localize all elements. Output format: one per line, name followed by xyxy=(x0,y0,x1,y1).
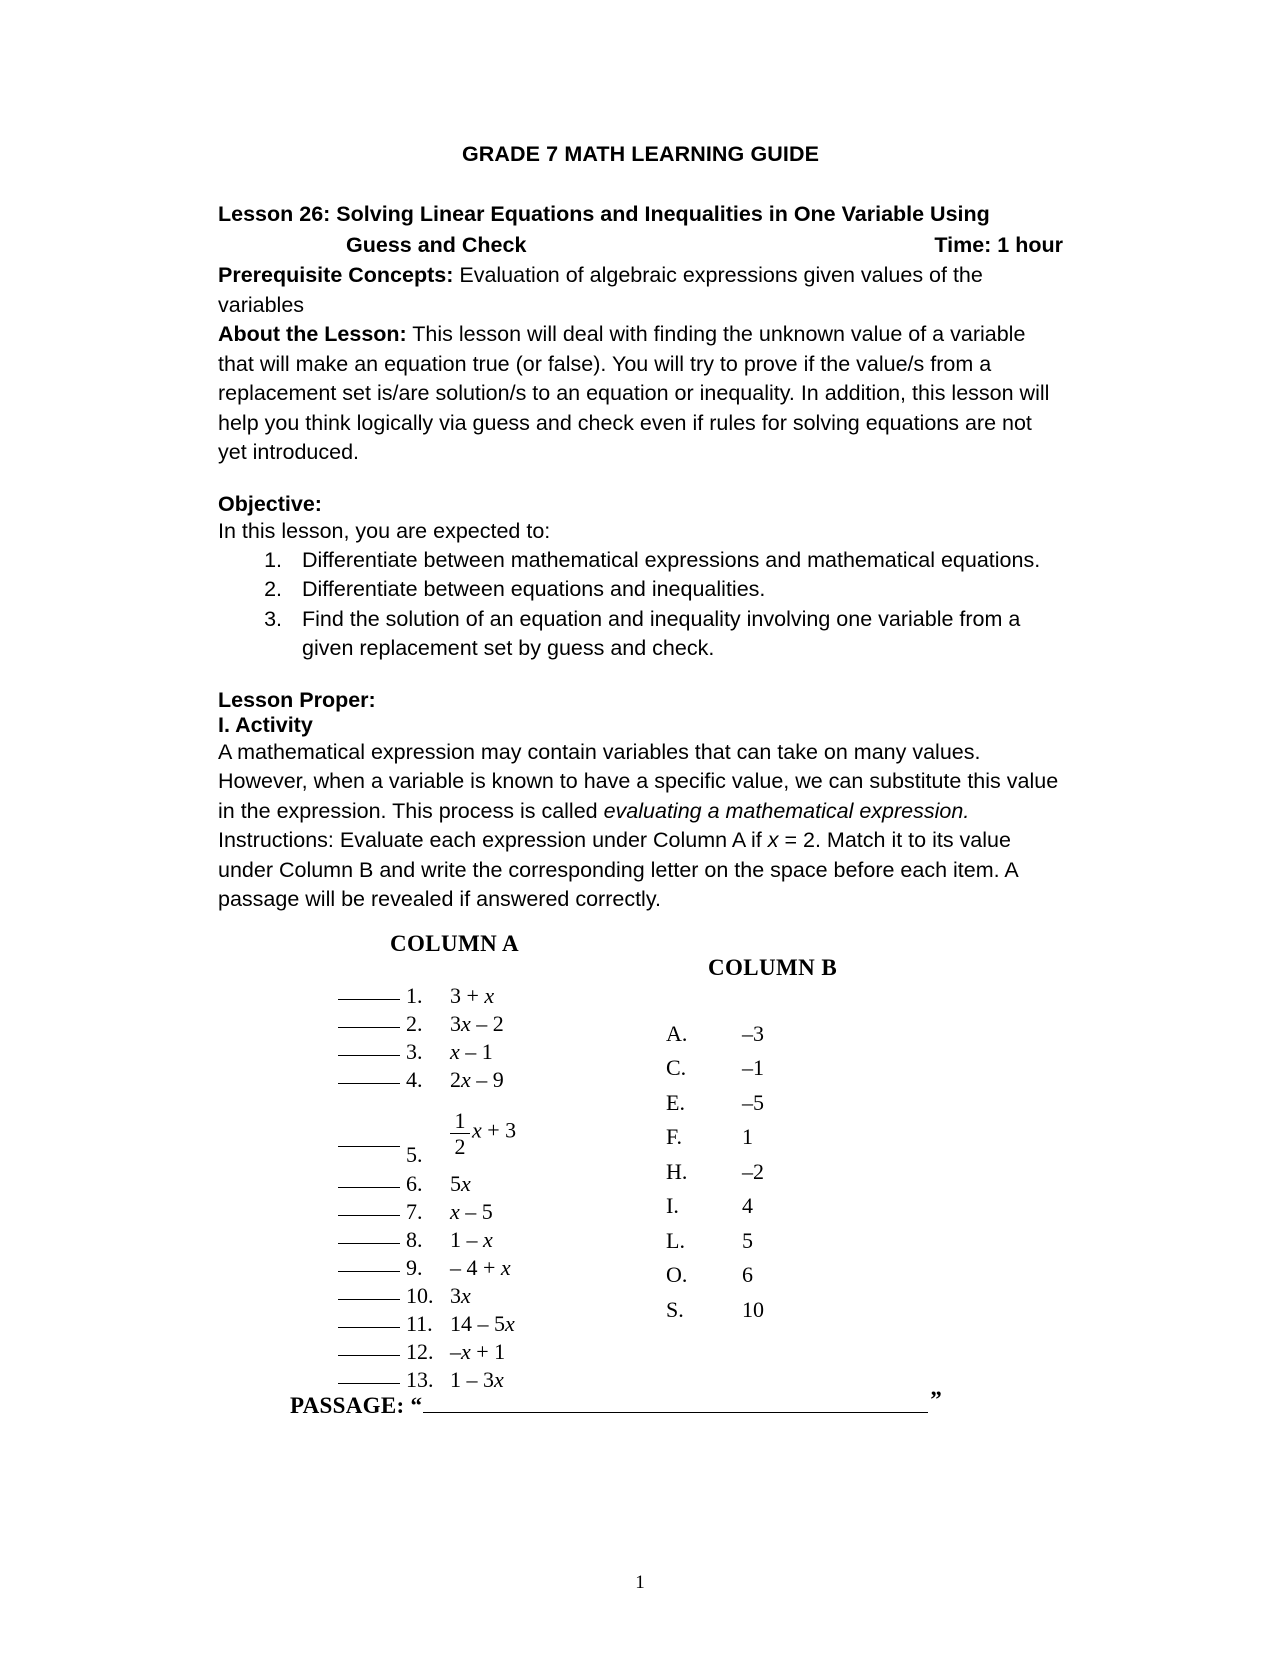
item-expression xyxy=(450,1108,516,1157)
column-b-item xyxy=(666,1124,764,1159)
answer-blank[interactable] xyxy=(338,1243,400,1244)
item-expression: x – 5 xyxy=(450,1198,493,1224)
item-expression: 5x xyxy=(450,1170,471,1196)
item-expression: 3x xyxy=(450,1282,471,1308)
item-number: 12. xyxy=(406,1338,434,1364)
answer-blank[interactable] xyxy=(338,1027,400,1028)
column-a-item xyxy=(338,1095,516,1171)
answer-blank[interactable] xyxy=(338,1355,400,1356)
item-number: 9. xyxy=(406,1254,423,1280)
item-expression: 2x – 9 xyxy=(450,1066,504,1092)
item-number: 3. xyxy=(406,1038,423,1064)
column-a-item xyxy=(338,1227,516,1255)
item-expression: – 4 + x xyxy=(450,1254,511,1280)
option-value: –5 xyxy=(742,1089,764,1115)
option-letter: S. xyxy=(666,1296,684,1322)
column-b-item xyxy=(666,1159,764,1194)
prerequisite-text: Evaluation of algebraic expressions given values of the variables xyxy=(218,263,983,317)
instructions-text-2: = 2. Match it to its value under Column B and write the corresponding letter on the space before each item. A passage will be revealed if answered correctly. xyxy=(218,828,1018,912)
column-b-item xyxy=(666,1090,764,1125)
option-letter: A. xyxy=(666,1020,688,1046)
document-title: GRADE 7 MATH LEARNING GUIDE xyxy=(461,142,820,166)
prerequisite-label: Prerequisite Concepts: xyxy=(218,263,454,288)
answer-blank[interactable] xyxy=(338,1083,400,1084)
about-paragraph xyxy=(218,320,1063,467)
item-number: 8. xyxy=(406,1226,423,1252)
activity-paragraph-italic: evaluating a mathematical expression. xyxy=(603,798,970,823)
answer-blank[interactable] xyxy=(338,1327,400,1328)
instructions-variable: x xyxy=(767,828,779,853)
lesson-heading xyxy=(218,199,1063,261)
activity-heading: I. Activity xyxy=(218,712,313,737)
about-text: This lesson will deal with finding the unknown value of a variable that will make an equation true (or false). You will try to prove if the value/s from a replacement set is/are solution/s to an equation or inequality. In addition, this lesson will help you think logically via guess and check even if rules for solving equations are not yet introduced. xyxy=(218,322,1050,465)
answer-blank[interactable] xyxy=(338,1146,400,1147)
column-a-item xyxy=(338,1199,516,1227)
lesson-heading-line1: Lesson 26: Solving Linear Equations and Inequalities in One Variable Using xyxy=(218,202,990,226)
document-body xyxy=(218,0,1063,1419)
column-b-item xyxy=(666,1055,764,1090)
column-a-item xyxy=(338,983,516,1011)
option-letter: I. xyxy=(666,1193,679,1218)
column-a-item xyxy=(338,1171,516,1199)
column-b-item xyxy=(666,1297,764,1332)
objective-heading: Objective: xyxy=(218,491,322,516)
option-letter: E. xyxy=(666,1089,685,1115)
column-b-item xyxy=(666,1228,764,1263)
option-letter: C. xyxy=(666,1055,687,1080)
column-b-item xyxy=(666,1193,764,1228)
option-value: 10 xyxy=(742,1296,764,1322)
item-number: 5. xyxy=(406,1141,423,1167)
column-b-item xyxy=(666,1262,764,1297)
fraction-numerator: 1 xyxy=(454,1107,466,1133)
lesson-proper-heading: Lesson Proper: xyxy=(218,687,376,712)
column-a-item xyxy=(338,1011,516,1039)
passage-answer-blank[interactable] xyxy=(423,1394,928,1413)
passage-label: PASSAGE: “ xyxy=(290,1392,423,1418)
column-a-list xyxy=(338,983,516,1395)
item-expression: 1 – 3x xyxy=(450,1366,504,1392)
option-letter: H. xyxy=(666,1158,688,1184)
fraction-denominator: 2 xyxy=(454,1134,466,1159)
fraction xyxy=(450,1109,470,1158)
activity-paragraph-text: A mathematical expression may contain variables that can take on many values. However, when a variable is known to have a specific value, we can substitute this value in the expression. This process is called xyxy=(218,739,1059,823)
option-value: 6 xyxy=(742,1262,753,1287)
column-a-item xyxy=(338,1311,516,1339)
objective-list xyxy=(218,546,1063,664)
item-number: 10. xyxy=(406,1282,434,1308)
item-expression: x – 1 xyxy=(450,1038,493,1064)
answer-blank[interactable] xyxy=(338,1055,400,1056)
item-expression: 14 – 5x xyxy=(450,1310,515,1336)
objective-item: 1. Differentiate between mathematical expressions and mathematical equations. xyxy=(288,546,1063,575)
option-value: –2 xyxy=(742,1158,764,1184)
option-value: –3 xyxy=(742,1020,764,1046)
option-letter: O. xyxy=(666,1262,688,1287)
item-expression: 3 + x xyxy=(450,982,495,1008)
answer-blank[interactable] xyxy=(338,1215,400,1216)
activity-paragraph xyxy=(218,738,1063,826)
objective-item: 3. Find the solution of an equation and inequality involving one variable from a given replacement set by guess and check. xyxy=(288,605,1063,664)
column-a-item xyxy=(338,1339,516,1367)
item-expression: 1 – x xyxy=(450,1226,493,1252)
item-number: 6. xyxy=(406,1170,423,1196)
answer-blank[interactable] xyxy=(338,1383,400,1384)
column-a-item xyxy=(338,1283,516,1311)
item-number: 1. xyxy=(406,982,423,1008)
option-value: 4 xyxy=(742,1193,753,1218)
column-b-list xyxy=(666,1021,764,1332)
option-letter: F. xyxy=(666,1124,682,1149)
lesson-time: Time: 1 hour xyxy=(934,233,1063,258)
item-number: 11. xyxy=(406,1310,433,1336)
item-number: 4. xyxy=(406,1066,423,1092)
column-b-item xyxy=(666,1021,764,1056)
about-label: About the Lesson: xyxy=(218,322,407,347)
column-a-item xyxy=(338,1039,516,1067)
answer-blank[interactable] xyxy=(338,999,400,1000)
lesson-heading-line2-row xyxy=(218,230,1063,261)
column-a-header: COLUMN A xyxy=(390,930,520,956)
option-value: –1 xyxy=(742,1055,764,1080)
objective-intro: In this lesson, you are expected to: xyxy=(218,518,551,543)
objective-item: 2. Differentiate between equations and inequalities. xyxy=(288,575,1063,604)
item-number: 2. xyxy=(406,1010,423,1036)
item-expression: –x + 1 xyxy=(450,1338,506,1364)
lesson-heading-line2: Guess and Check xyxy=(346,233,527,258)
item-number: 13. xyxy=(406,1366,434,1392)
instructions-text-1: Instructions: Evaluate each expression under Column A if xyxy=(218,828,768,853)
answer-blank[interactable] xyxy=(338,1299,400,1300)
answer-blank[interactable] xyxy=(338,1271,400,1272)
page-number: 1 xyxy=(635,1572,645,1593)
column-a-item xyxy=(338,1255,516,1283)
option-letter: L. xyxy=(666,1227,685,1253)
option-value: 1 xyxy=(742,1124,753,1149)
instructions-paragraph xyxy=(218,826,1063,914)
item-expression: 3x – 2 xyxy=(450,1010,504,1036)
item-number: 7. xyxy=(406,1198,423,1224)
answer-blank[interactable] xyxy=(338,1187,400,1188)
option-value: 5 xyxy=(742,1227,753,1253)
column-a-item xyxy=(338,1067,516,1095)
column-b-header: COLUMN B xyxy=(708,954,838,980)
column-a-item xyxy=(338,1367,516,1395)
fraction-tail: x + 3 xyxy=(472,1117,517,1143)
prerequisite-paragraph xyxy=(218,261,1063,320)
passage-row xyxy=(290,1386,1063,1419)
passage-closing-quote: ” xyxy=(930,1386,942,1412)
matching-columns xyxy=(218,921,1063,1391)
